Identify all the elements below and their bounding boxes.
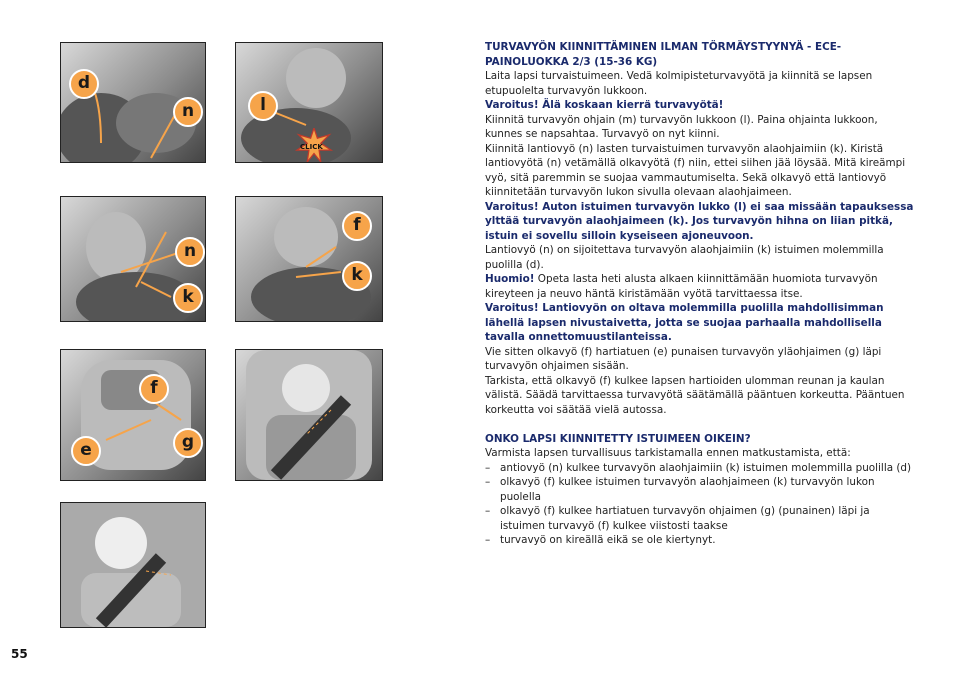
click-label: CLICK (300, 143, 323, 151)
photo-child-belted (235, 349, 383, 481)
callout-g: g (173, 428, 203, 458)
section-heading: ONKO LAPSI KIINNITETTY ISTUIMEEN OIKEIN? (485, 432, 751, 445)
spacer (485, 417, 915, 432)
paragraph: Varmista lapsen turvallisuus tarkistamalla ennen matkustamista, että: (485, 447, 851, 459)
photo-illustration (61, 503, 205, 627)
callout-e: e (71, 436, 101, 466)
photo-shoulder-belt-tighten (235, 196, 383, 322)
photo-illustration (236, 350, 382, 480)
callout-f: f (342, 211, 372, 241)
warning: Varoitus! Lantiovyön on oltava molemmilla puolilla mahdollisimman lähellä lapsen nivustaivetta, jotta se suojaa parhaalla mahdollisella tavalla onnettomuustilanteissa. (485, 302, 884, 343)
photo-headrest-guide (60, 349, 206, 481)
checklist-item: – olkavyö (f) kulkee hartiatuen turvavyön ohjaimen (g) (punainen) läpi ja istuimen turvavyö (f) kulkee viistosti taakse (485, 504, 915, 533)
paragraph: Lantiovyö (n) on sijoitettava turvavyön alaohjaimiin (k) istuimen molemmilla puolilla (d). (485, 244, 884, 271)
instructions-text (485, 40, 915, 548)
callout-l: l (248, 91, 278, 121)
paragraph: Tarkista, että olkavyö (f) kulkee lapsen hartioiden ulomman reunan ja kaulan välistä. Säädä tarvittaessa turvavyötä säätämällä pääntuen korkeutta. Pääntuen korkeutta voi säätää vielä autossa. (485, 374, 905, 416)
callout-k: k (342, 261, 372, 291)
callout-k: k (173, 283, 203, 313)
photo-lap-belt-guides (60, 42, 206, 163)
note-label: Huomio! (485, 273, 535, 285)
checklist-item: – turvavyö on kireällä eikä se ole kiertynyt. (485, 533, 915, 548)
paragraph: Kiinnitä lantiovyö (n) lasten turvaistuimen turvavyön alaohjaimiin (k). Kiristä lantiovyötä (n) vetämällä olkavyötä (f) niin, ettei siihen jää löysää. Mitä kireämpi vyö, sitä paremmin se suojaa vammautumiselta. Sekä olkavyö että lantiovyö kiinnitetään turvavyön lukon sivulla olevaan alaohjaimeen. (485, 142, 906, 198)
note-text: Opeta lasta heti alusta alkaen kiinnittämään huomiota turvavyön kireyteen ja neuvo häntä kiristämään vyötä tarvittaessa itse. (485, 273, 878, 300)
paragraph: Vie sitten olkavyö (f) hartiatuen (e) punaisen turvavyön yläohjaimen (g) läpi turvavyön ohjaimen sisään. (485, 345, 882, 372)
checklist-item: – antiovyö (n) kulkee turvavyön alaohjaimiin (k) istuimen molemmilla puolilla (d) (485, 461, 915, 476)
photo-buckle-click (235, 42, 383, 163)
warning: Varoitus! Älä koskaan kierrä turvavyötä! (485, 99, 724, 111)
callout-d: d (69, 69, 99, 99)
checklist (485, 461, 915, 548)
paragraph: Kiinnitä turvavyön ohjain (m) turvavyön lukkoon (l). Paina ohjainta lukkoon, kunnes se napsahtaa. Turvavyö on nyt kiinni. (485, 113, 878, 140)
section-heading: TURVAVYÖN KIINNITTÄMINEN ILMAN TÖRMÄYSTYYNYÄ - ECE-PAINOLUOKKA 2/3 (15-36 KG) (485, 41, 842, 68)
note-paragraph (485, 272, 915, 301)
callout-n: n (175, 237, 205, 267)
paragraph: Laita lapsi turvaistuimeen. Vedä kolmipisteturvavyötä ja kiinnitä se lapsen etupuolelta turvavyön lukkoon. (485, 70, 873, 97)
checklist-item: – olkavyö (f) kulkee istuimen turvavyön alaohjaimeen (k) turvavyön lukon puolella (485, 475, 915, 504)
warning: Varoitus! Auton istuimen turvavyön lukko (l) ei saa missään tapauksessa ylttää turvavyön alaohjaimeen (k). Jos turvavyön hihna on liian pitkä, istuin ei sovellu silloin kyseiseen ajoneuvoon. (485, 200, 914, 242)
page-number: 55 (11, 647, 28, 661)
photo-lap-belt-lower-guide (60, 196, 206, 322)
callout-f: f (139, 374, 169, 404)
callout-n: n (173, 97, 203, 127)
photo-child-belt-check (60, 502, 206, 628)
